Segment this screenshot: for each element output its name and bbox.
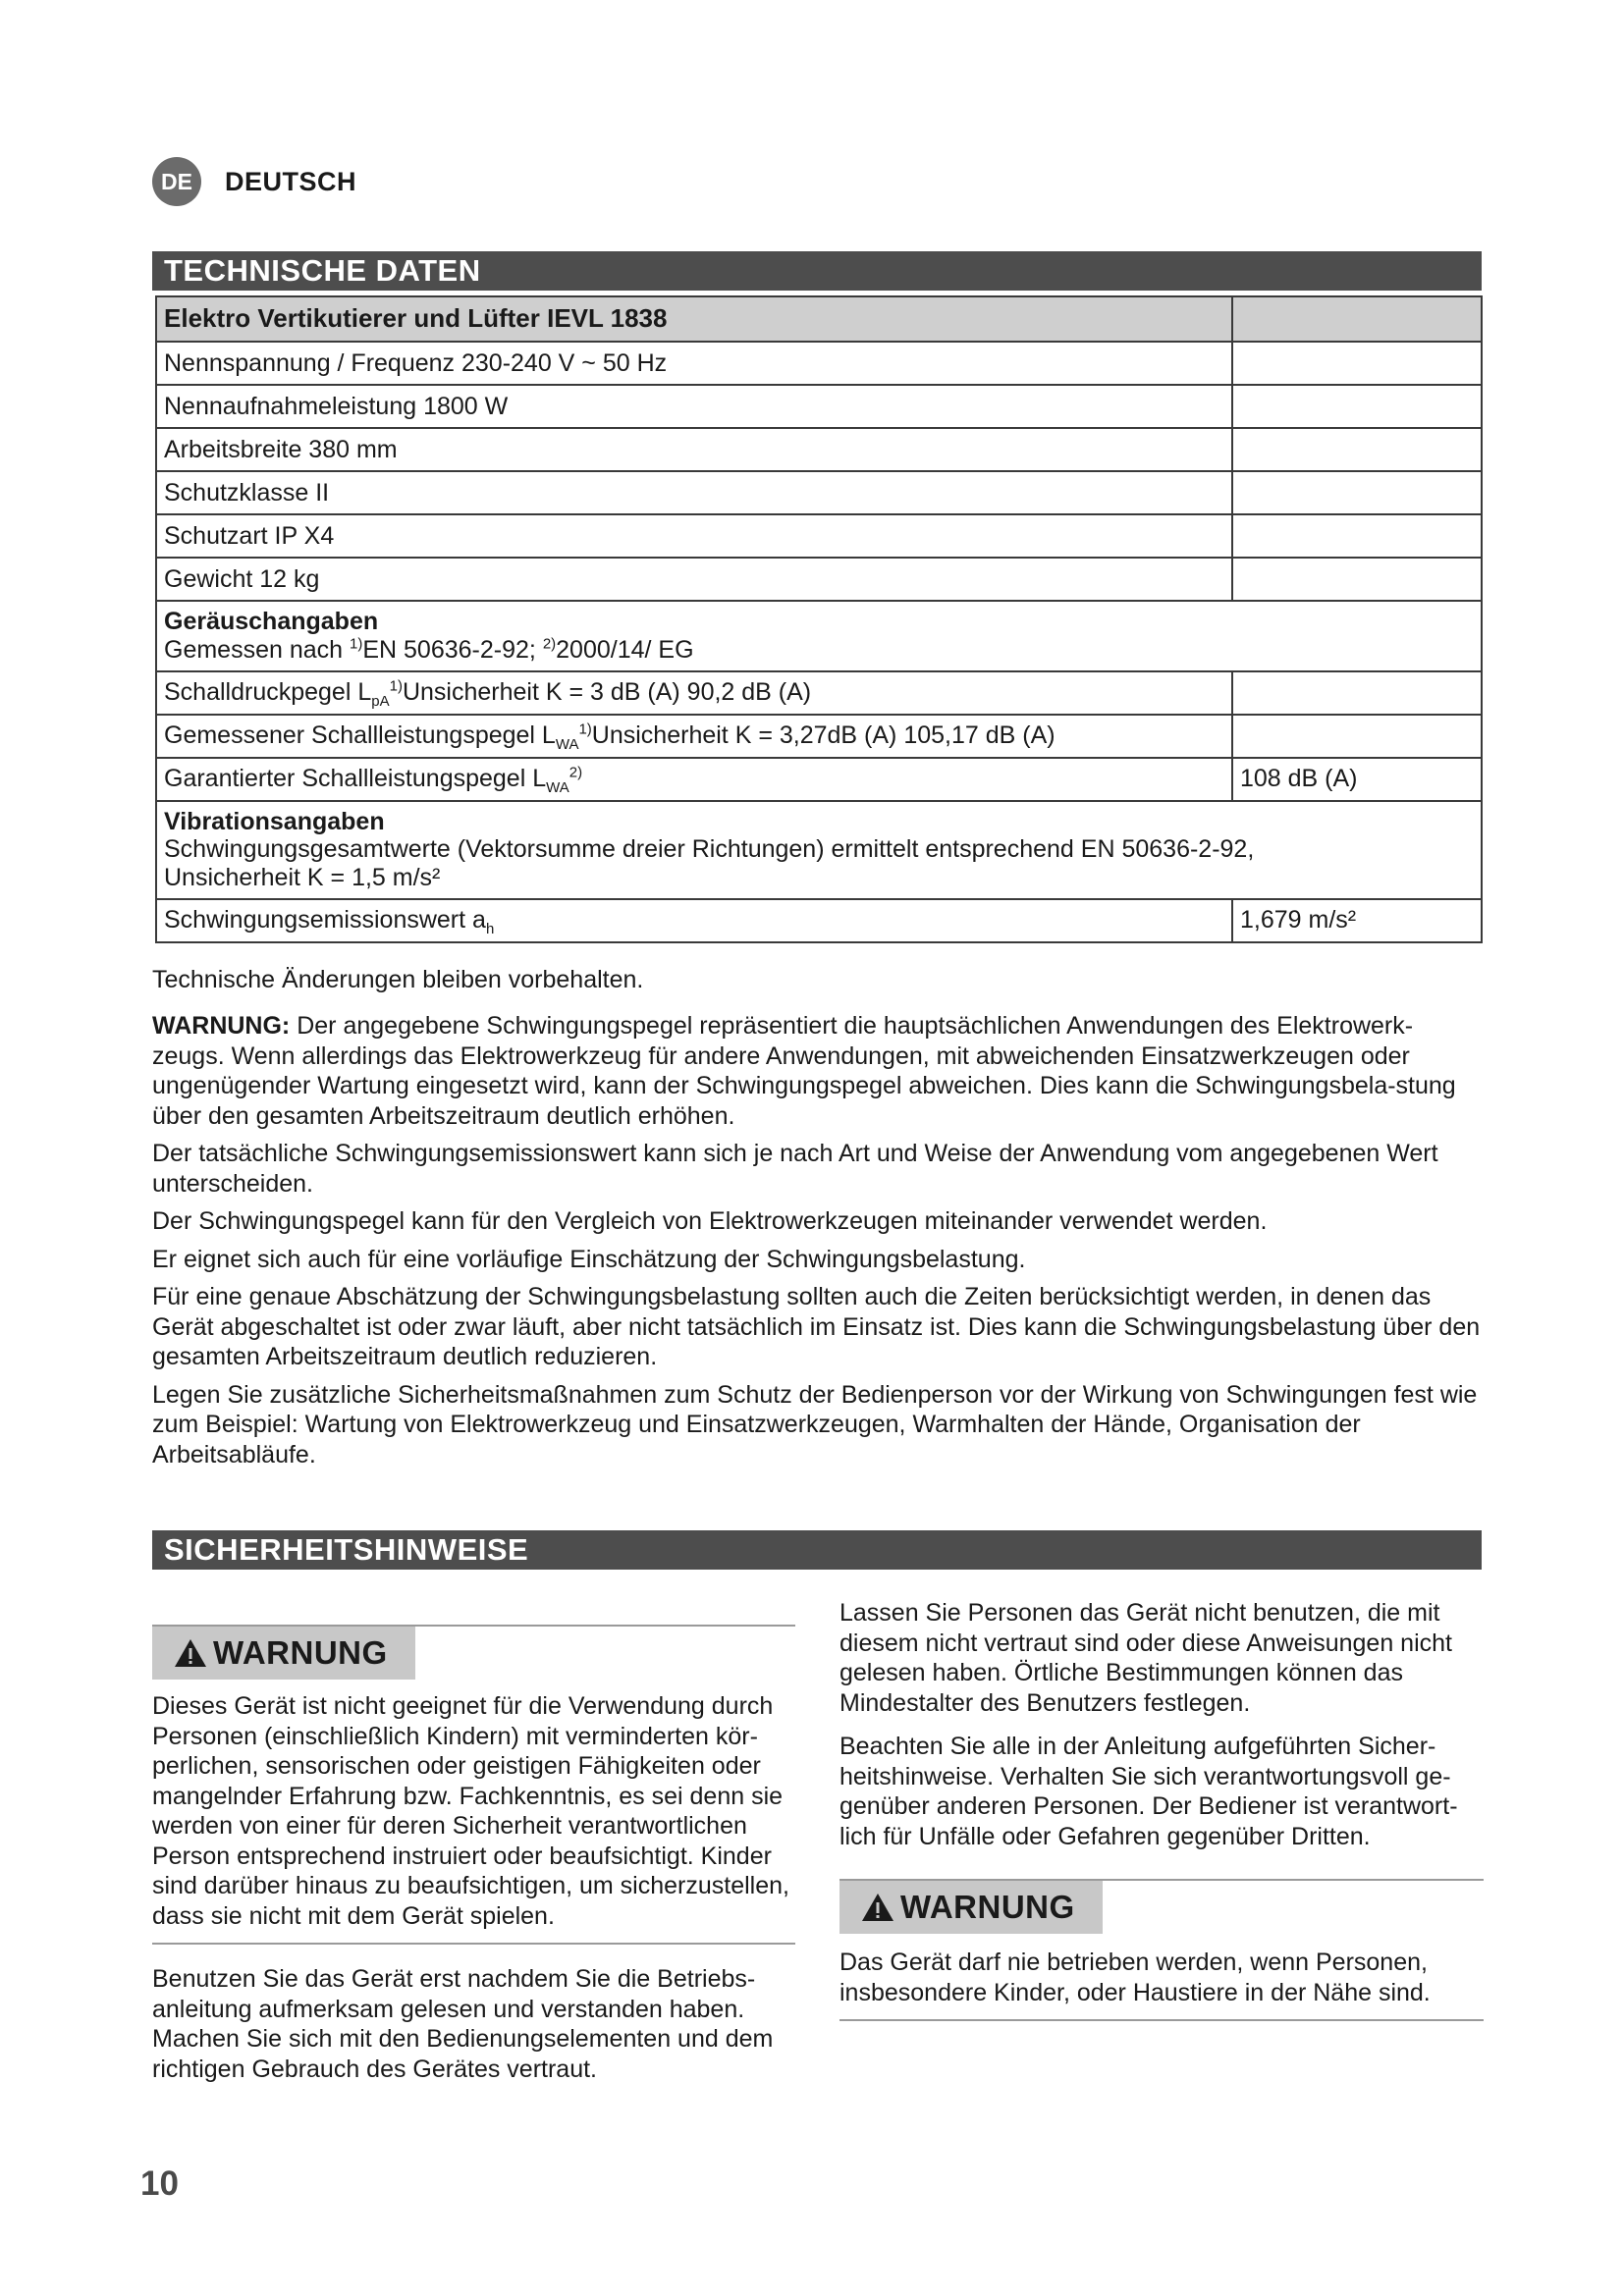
table-row	[156, 758, 1482, 801]
noise-ref1-mark: 1)	[350, 635, 363, 653]
safety-right-paragraph-2: Beachten Sie alle in der Anleitung aufgeführten Sicher-heitshinweise. Verhalten Sie sich verantwortungsvoll ge-genüber anderen Personen. Der Bediener ist verantwort-lich für Unfälle oder Gefahren gegenüber Dritten.	[839, 1733, 1458, 1850]
warning-label-right	[839, 1881, 1103, 1934]
warning-paragraph-4: Er eignet sich auch für eine vorläufige Einschätzung der Schwingungsbelastung.	[152, 1245, 1026, 1273]
measured-sound-power-cell	[156, 715, 1232, 758]
table-row	[156, 899, 1482, 942]
warning-paragraph-6: Legen Sie zusätzliche Sicherheitsmaßnahmen zum Schutz der Bedienperson vor der Wirkung von Schwingungen fest wie zum Beispiel: Wartung von Elektrowerkzeug und Einsatzwerkzeugen, Warmhalten der Hände, Organisation der Arbeitsabläufe.	[152, 1380, 1478, 1468]
warning-label-text: WARNUNG	[213, 1633, 388, 1671]
noise-header-cell	[156, 601, 1482, 671]
warning-p1-text: Der angegebene Schwingungspegel repräsentiert die hauptsächlichen Anwendungen des Elektrowerk-zeugs. Wenn allerdings das Elektrowerkzeug für andere Anwendungen, mit abweichenden Einsatzwerkzeugen oder ungenügender Wartung eingesetzt wird, kann der Schwingungspegel abweichen. Dies kann die Schwingungsbela-stung über den gesamten Arbeitszeitraum deutlich erhöhen.	[152, 1012, 1456, 1130]
safety-left-paragraph-2: Benutzen Sie das Gerät erst nachdem Sie die Betriebs-anleitung aufmerksam gelesen und verstanden haben. Machen Sie sich mit den Bedienungselementen und dem richtigen Gebrauch des Gerätes vertraut.	[152, 1965, 774, 2083]
noise-ref1: EN 50636-2-92;	[362, 635, 536, 664]
table-row	[156, 296, 1482, 342]
warning-triangle-icon	[174, 1638, 207, 1668]
spec-protection-class: Schutzklasse II	[156, 471, 1232, 514]
measured-sound-power-label: Gemessener Schallleistungspegel L	[164, 721, 556, 750]
noise-measured-line	[164, 636, 1474, 665]
warning-paragraph-1	[152, 1011, 1483, 1131]
sound-pressure-label: Schalldruckpegel L	[164, 678, 372, 707]
language-label: DEUTSCH	[225, 166, 357, 196]
noise-title: Geräuschangaben	[164, 608, 379, 635]
vibration-uncertainty: Unsicherheit K = 1,5 m/s²	[164, 864, 441, 891]
language-badge: DE	[152, 157, 201, 206]
guaranteed-sound-power-label: Garantierter Schallleistungspegel L	[164, 765, 547, 793]
section-title-technical-data: TECHNISCHE DATEN	[152, 251, 1482, 291]
noise-measured-prefix: Gemessen nach	[164, 635, 344, 664]
table-row	[156, 342, 1482, 385]
noise-ref2: 2000/14/ EG	[556, 635, 694, 664]
vibration-emission-label: Schwingungsemissionswert a	[164, 906, 486, 934]
safety-left-paragraph-1: Dieses Gerät ist nicht geeignet für die Verwendung durch Personen (einschließlich Kindern) mit verminderten kör-perlichen, sensorischen oder geistigen Fähigkeiten oder mangelnder Erfahrung bzw. Fachkenntnis, es sei denn sie werden von einer für deren Sicherheit verantwortlichen Person entsprechend instruiert oder beaufsichtigt. Kinder sind darüber hinaus zu beaufsichtigen, um sicherzustellen, dass sie nicht mit dem Gerät spielen.	[152, 1692, 789, 1930]
vibration-emission-sub: h	[485, 921, 495, 938]
table-row	[156, 471, 1482, 514]
warning-paragraph-5: Für eine genaue Abschätzung der Schwingungsbelastung sollten auch die Zeiten berücksichtigt werden, in denen das Gerät abgeschaltet ist oder zwar läuft, aber nicht tatsächlich im Einsatz ist. Dies kann die Schwingungsbelastung über den gesamten Arbeitszeitraum deutlich reduzieren.	[152, 1283, 1481, 1370]
vibration-warning-text	[152, 1011, 1483, 1477]
vibration-title: Vibrationsangaben	[164, 807, 385, 835]
warning-triangle-icon	[861, 1893, 894, 1922]
spec-ip-rating: Schutzart IP X4	[156, 514, 1232, 558]
product-name: Elektro Vertikutierer und Lüfter IEVL 1838	[156, 296, 1232, 342]
table-row	[156, 801, 1482, 899]
guaranteed-sound-power-value: 108 dB (A)	[1232, 758, 1482, 801]
language-header	[152, 157, 356, 206]
safety-right-paragraph-1: Lassen Sie Personen das Gerät nicht benutzen, die mit diesem nicht vertraut sind oder diese Anweisungen nicht gelesen haben. Örtliche Bestimmungen können das Mindestalter des Benutzers festlegen.	[839, 1599, 1452, 1717]
page-number: 10	[140, 2164, 179, 2203]
safety-left-column	[152, 1625, 795, 2084]
warning-label-text: WARNUNG	[900, 1888, 1075, 1925]
table-row	[156, 671, 1482, 715]
warning-paragraph-3: Der Schwingungspegel kann für den Vergleich von Elektrowerkzeugen miteinander verwendet werden.	[152, 1207, 1268, 1235]
measured-sound-power-value: Unsicherheit K = 3,27dB (A) 105,17 dB (A)	[591, 721, 1056, 750]
spec-power: Nennaufnahmeleistung 1800 W	[156, 385, 1232, 428]
safety-right-column	[839, 1598, 1484, 2021]
vibration-header-cell	[156, 801, 1482, 899]
table-row	[156, 514, 1482, 558]
warning-paragraph-2: Der tatsächliche Schwingungsemissionswert kann sich je nach Art und Weise der Anwendung vom angegebenen Wert unterscheiden.	[152, 1140, 1438, 1198]
safety-right-paragraph-3: Das Gerät darf nie betrieben werden, wenn Personen, insbesondere Kinder, oder Haustiere in der Nähe sind.	[839, 1949, 1431, 2006]
guaranteed-sound-power-sup: 2)	[568, 764, 583, 781]
measured-sound-power-sub: WA	[555, 736, 579, 754]
table-row	[156, 558, 1482, 601]
warning-label-left	[152, 1627, 415, 1680]
sound-pressure-cell	[156, 671, 1232, 715]
noise-ref2-mark: 2)	[542, 635, 557, 653]
spec-table	[155, 295, 1483, 943]
vibration-text: Schwingungsgesamtwerte (Vektorsumme dreier Richtungen) ermittelt entsprechend EN 50636-2-92,	[164, 835, 1255, 864]
measured-sound-power-sup: 1)	[578, 721, 592, 738]
spec-width: Arbeitsbreite 380 mm	[156, 428, 1232, 471]
sound-pressure-value: Unsicherheit K = 3 dB (A) 90,2 dB (A)	[402, 678, 812, 707]
vibration-emission-cell	[156, 899, 1232, 942]
table-row	[156, 715, 1482, 758]
spec-voltage: Nennspannung / Frequenz 230-240 V ~ 50 Hz	[156, 342, 1232, 385]
guaranteed-sound-power-sub: WA	[546, 779, 569, 797]
warning-lead: WARNUNG:	[152, 1012, 291, 1040]
guaranteed-sound-power-cell	[156, 758, 1232, 801]
vibration-emission-value: 1,679 m/s²	[1232, 899, 1482, 942]
table-row	[156, 385, 1482, 428]
sound-pressure-sub: pA	[371, 693, 390, 711]
table-row	[156, 601, 1482, 671]
spec-weight: Gewicht 12 kg	[156, 558, 1232, 601]
technical-changes-note: Technische Änderungen bleiben vorbehalten.	[152, 966, 644, 993]
sound-pressure-sup: 1)	[389, 677, 403, 695]
table-row	[156, 428, 1482, 471]
section-title-safety: SICHERHEITSHINWEISE	[152, 1530, 1482, 1570]
